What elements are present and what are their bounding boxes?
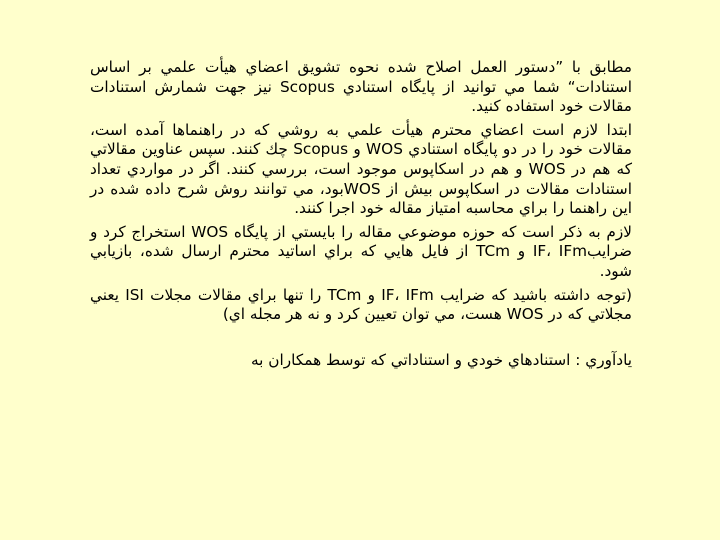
- paragraph-check-databases: ابتدا لازم است اعضاي محترم هيأت علمي به روشي كه در راهنماها آمده است، مقالات خود را در دو پايگاه استنادي WOS و Scopus چك كنند. سپس عناوين مقالاتي كه هم در WOS و هم در اسكاپوس موجود است، بررسي كنند. اگر در مواردي تعداد استنادات مقالات در اسكاپوس بيش از WOSبود، مي توانند روش شرح داده شده در اين راهنما را براي محاسبه امتياز مقاله خود اجرا كنند.: [90, 120, 632, 218]
- paragraph-subject-area: لازم به ذكر است كه حوزه موضوعي مقاله را بايستي از پايگاه WOS استخراج كرد و ضرايبIF، IFm و TCm از فايل هايي كه براي اساتيد محترم ارسال شده، بازيابي شود.: [90, 222, 632, 280]
- slide-text-body: [90, 58, 632, 370]
- paragraph-scopus-intro: مطابق با ”دستور العمل اصلاح شده نحوه تشويق اعضاي هيأت علمي بر اساس استنادات“ شما مي توانيد از پايگاه استنادي Scopus نيز جهت شمارش استنادات مقالات خود استفاده كنيد.: [90, 58, 632, 116]
- paragraph-isi-note: (توجه داشته باشيد كه ضرايب IF، IFm و TCm را تنها براي مقالات مجلات ISI يعني مجلاتي كه در WOS هست، مي توان تعيين كرد و نه هر مجله اي): [90, 285, 632, 324]
- paragraph-spacer: [90, 329, 632, 351]
- paragraph-reminder: يادآوري : استنادهاي خودي و استناداتي كه توسط همكاران به: [250, 350, 632, 369]
